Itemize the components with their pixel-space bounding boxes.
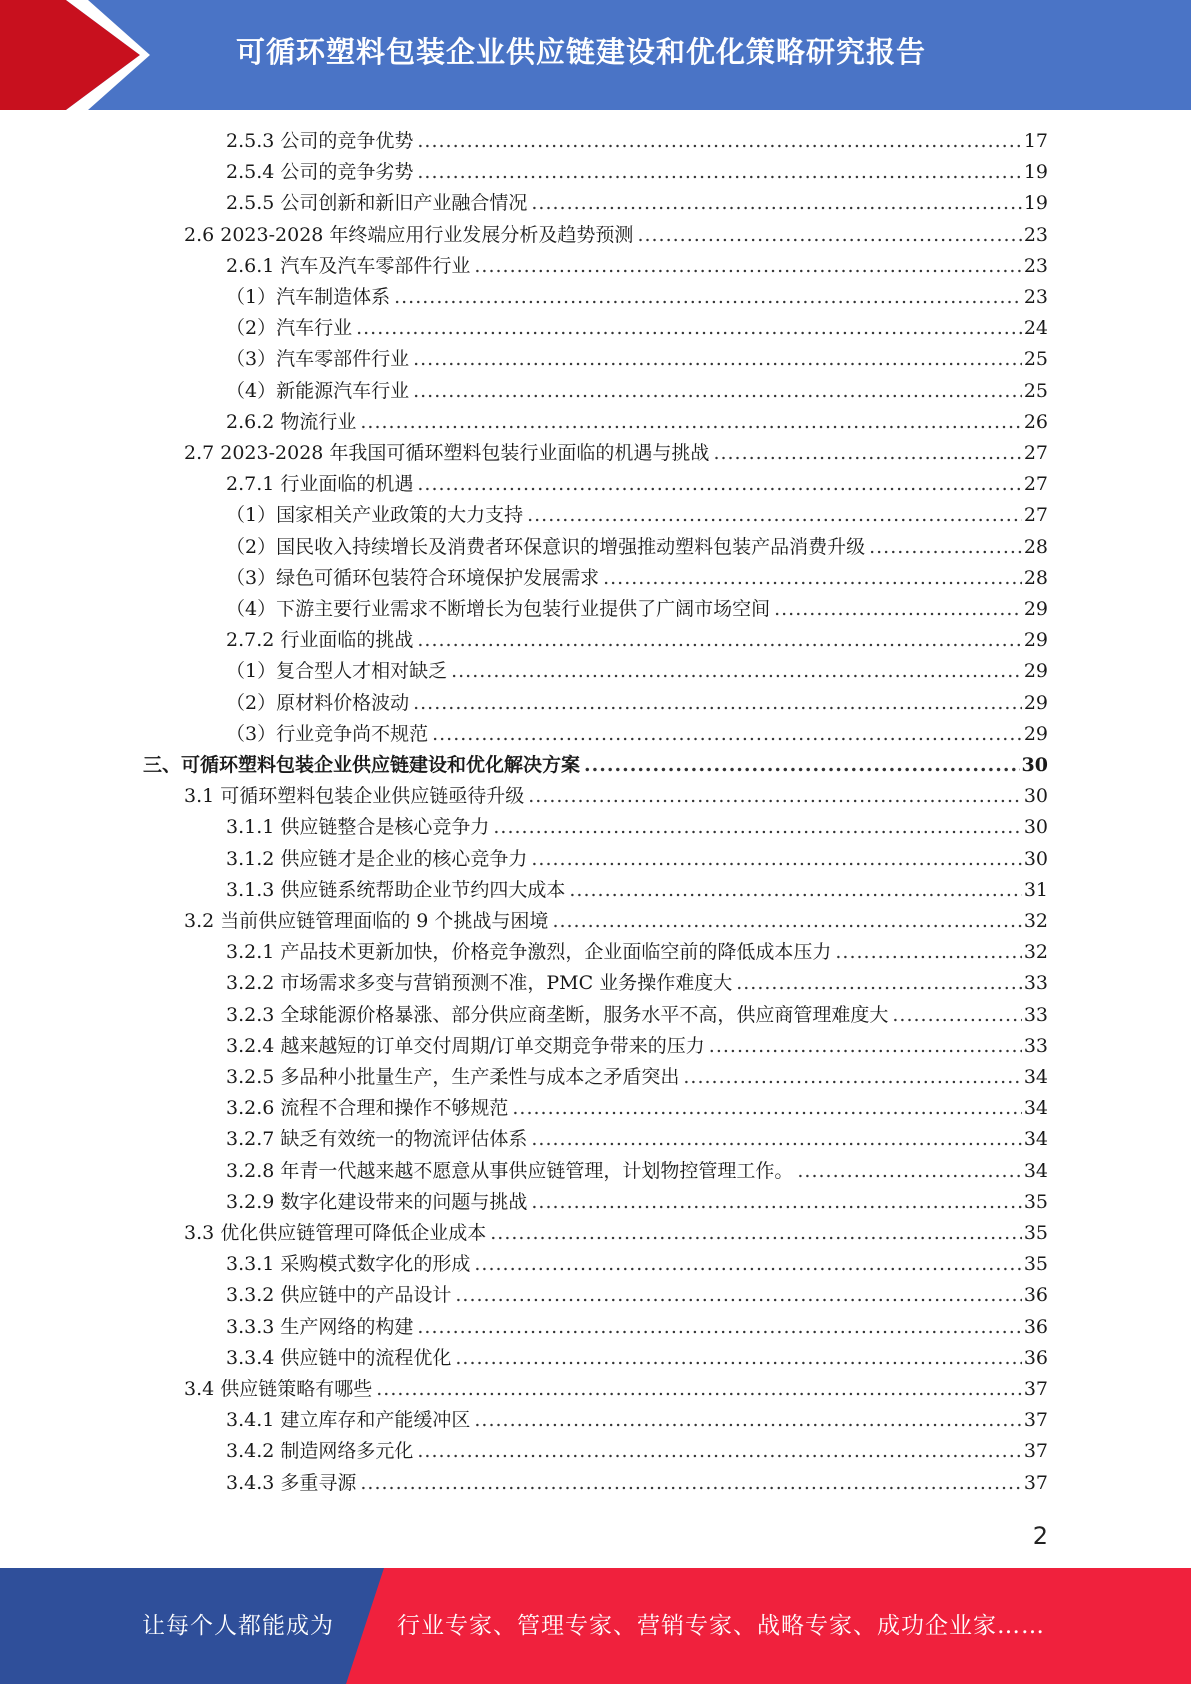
toc-entry-page: 30 <box>1021 754 1048 776</box>
toc-leader-dots <box>413 344 1022 375</box>
toc-leader-dots <box>394 282 1022 313</box>
toc-entry[interactable] <box>226 1405 1048 1436</box>
toc-entry-label: 3.4.3 多重寻源 <box>226 1471 357 1494</box>
toc-entry-page: 17 <box>1023 130 1048 152</box>
toc-entry-page: 33 <box>1023 1034 1048 1057</box>
toc-leader-dots <box>490 1218 1022 1249</box>
toc-entry-page: 29 <box>1023 691 1048 714</box>
toc-entry-page: 29 <box>1023 629 1048 652</box>
toc-leader-dots <box>552 906 1021 937</box>
toc-entry-label: （3）绿色可循环包装符合环境保护发展需求 <box>226 566 600 589</box>
toc-entry[interactable] <box>184 438 1048 469</box>
toc-entry[interactable] <box>226 1062 1048 1093</box>
toc-entry[interactable] <box>226 719 1048 750</box>
toc-entry[interactable] <box>226 313 1048 344</box>
toc-leader-dots <box>527 500 1022 531</box>
toc-entry-page: 34 <box>1023 1128 1048 1151</box>
toc-entry-label: （1）复合型人才相对缺乏 <box>226 660 448 683</box>
toc-entry[interactable] <box>226 532 1048 563</box>
toc-entry-page: 25 <box>1023 379 1048 402</box>
toc-entry-page: 19 <box>1023 161 1048 184</box>
toc-entry-page: 30 <box>1023 847 1048 870</box>
toc-entry[interactable] <box>184 906 1048 937</box>
toc-leader-dots <box>417 1436 1021 1467</box>
toc-entry[interactable] <box>226 656 1048 687</box>
toc-entry[interactable] <box>184 220 1048 251</box>
toc-leader-dots <box>531 1187 1021 1218</box>
toc-entry-page: 30 <box>1023 785 1048 808</box>
toc-entry[interactable] <box>226 188 1048 219</box>
toc-leader-dots <box>869 532 1022 563</box>
toc-leader-dots <box>455 1280 1021 1311</box>
toc-entry-label: 3.2.3 全球能源价格暴涨、部分供应商垄断，服务水平不高，供应商管理难度大 <box>226 1003 889 1026</box>
toc-entry-label: 3.3.1 采购模式数字化的形成 <box>226 1253 471 1276</box>
toc-leader-dots <box>413 688 1022 719</box>
toc-leader-dots <box>531 844 1021 875</box>
toc-leader-dots <box>376 1374 1022 1405</box>
toc-leader-dots <box>683 1062 1021 1093</box>
toc-entry-label: 3.2.8 年青一代越来越不愿意从事供应链管理，计划物控管理工作。 <box>226 1159 794 1182</box>
toc-entry[interactable] <box>184 781 1048 812</box>
toc-leader-dots <box>531 1124 1021 1155</box>
toc-entry-label: （1）汽车制造体系 <box>226 286 391 308</box>
toc-entry-page: 33 <box>1023 1003 1048 1026</box>
toc-entry-page: 37 <box>1023 1378 1048 1400</box>
toc-leader-dots <box>797 1156 1021 1187</box>
toc-leader-dots <box>417 469 1021 500</box>
footer-slogan-right: 行业专家、管理专家、营销专家、战略专家、成功企业家…… <box>397 1613 1045 1639</box>
toc-entry-page: 19 <box>1023 192 1048 215</box>
toc-entry-page: 28 <box>1023 535 1048 558</box>
toc-entry[interactable] <box>184 1218 1048 1249</box>
toc-leader-dots <box>603 563 1022 594</box>
toc-leader-dots <box>835 937 1021 968</box>
toc-entry[interactable] <box>226 1280 1048 1311</box>
toc-leader-dots <box>360 407 1021 438</box>
toc-leader-dots <box>432 719 1022 750</box>
toc-entry-label: 3.2.6 流程不合理和操作不够规范 <box>226 1097 509 1120</box>
toc-entry[interactable] <box>226 1343 1048 1374</box>
toc-entry-page: 35 <box>1023 1253 1048 1276</box>
toc-entry-label: 3.2.4 越来越短的订单交付周期/订单交期竞争带来的压力 <box>226 1034 705 1057</box>
toc-entry-label: 2.5.3 公司的竞争优势 <box>226 130 414 152</box>
toc-leader-dots <box>455 1343 1021 1374</box>
toc-entry-label: 2.7.1 行业面临的机遇 <box>226 473 414 496</box>
toc-entry-page: 30 <box>1023 816 1048 839</box>
toc-entry-label: （4）下游主要行业需求不断增长为包装行业提供了广阔市场空间 <box>226 598 771 620</box>
toc-leader-dots <box>736 968 1022 999</box>
toc-entry-label: 2.5.4 公司的竞争劣势 <box>226 161 414 184</box>
toc-entry-label: （3）行业竞争尚不规范 <box>226 722 429 745</box>
toc-entry-page: 28 <box>1023 566 1048 589</box>
toc-entry-page: 25 <box>1023 348 1048 371</box>
toc-entry-page: 34 <box>1023 1066 1048 1088</box>
toc-entry-label: 3.2.7 缺乏有效统一的物流评估体系 <box>226 1128 528 1151</box>
page-header <box>0 0 1191 110</box>
toc-entry-label: 3.2.2 市场需求多变与营销预测不准，PMC 业务操作难度大 <box>226 972 733 995</box>
toc-entry-label: 2.5.5 公司创新和新旧产业融合情况 <box>226 192 528 215</box>
toc-entry[interactable] <box>226 1156 1048 1187</box>
toc-entry-label: 3.1.1 供应链整合是核心竞争力 <box>226 816 490 839</box>
toc-entry-label: 3.2 当前供应链管理面临的 9 个挑战与困境 <box>184 910 549 932</box>
toc-leader-dots <box>417 1312 1021 1343</box>
toc-entry-page: 27 <box>1023 504 1048 527</box>
toc-entry[interactable] <box>226 126 1048 157</box>
toc-leader-dots <box>417 126 1021 157</box>
toc-leader-dots <box>356 313 1022 344</box>
toc-leader-dots <box>892 1000 1021 1031</box>
toc-entry-page: 23 <box>1023 286 1048 308</box>
toc-entry-page: 32 <box>1023 910 1048 932</box>
toc-entry[interactable] <box>226 1436 1048 1467</box>
toc-entry-page: 35 <box>1023 1190 1048 1213</box>
toc-entry-page: 27 <box>1023 442 1048 464</box>
toc-entry-label: 3.4 供应链策略有哪些 <box>184 1378 373 1400</box>
toc-entry-page: 31 <box>1023 878 1048 901</box>
toc-entry[interactable] <box>226 1187 1048 1218</box>
toc-entry-label: 3.3 优化供应链管理可降低企业成本 <box>184 1222 487 1244</box>
toc-entry-label: 3.4.1 建立库存和产能缓冲区 <box>226 1409 471 1432</box>
toc-entry-page: 23 <box>1023 254 1048 277</box>
toc-entry[interactable] <box>226 344 1048 375</box>
toc-entry-label: 3.2.1 产品技术更新加快，价格竞争激烈，企业面临空前的降低成本压力 <box>226 941 832 964</box>
footer-slogan-left: 让每个人都能成为 <box>142 1613 334 1639</box>
toc-entry-label: （3）汽车零部件行业 <box>226 348 410 371</box>
toc-entry[interactable] <box>226 1249 1048 1280</box>
toc-entry-label: 2.6 2023-2028 年终端应用行业发展分析及趋势预测 <box>184 223 634 246</box>
toc-entry[interactable] <box>226 469 1048 500</box>
toc-entry-label: 2.6.1 汽车及汽车零部件行业 <box>226 254 471 277</box>
toc-leader-dots <box>417 157 1021 188</box>
toc-entry-page: 24 <box>1023 317 1048 340</box>
toc-entry-label: （1）国家相关产业政策的大力支持 <box>226 504 524 527</box>
toc-entry-page: 34 <box>1023 1159 1048 1182</box>
toc-entry-page: 23 <box>1023 223 1048 246</box>
toc-entry-label: 2.7 2023-2028 年我国可循环塑料包装行业面临的机遇与挑战 <box>184 442 710 464</box>
toc-leader-dots <box>713 438 1021 469</box>
toc-entry[interactable] <box>226 968 1048 999</box>
toc-entry[interactable] <box>226 500 1048 531</box>
toc-entry-page: 35 <box>1023 1222 1048 1244</box>
toc-entry[interactable] <box>226 688 1048 719</box>
toc-entry-page: 29 <box>1023 598 1048 620</box>
toc-entry-page: 36 <box>1023 1315 1048 1338</box>
toc-leader-dots <box>474 1405 1021 1436</box>
toc-entry[interactable] <box>226 875 1048 906</box>
document-title: 可循环塑料包装企业供应链建设和优化策略研究报告 <box>236 35 927 69</box>
toc-entry-label: 三、可循环塑料包装企业供应链建设和优化解决方案 <box>143 754 581 776</box>
page-number: 2 <box>1032 1522 1048 1550</box>
toc-leader-dots <box>584 750 1020 781</box>
toc-entry[interactable] <box>226 594 1048 625</box>
toc-entry-page: 37 <box>1023 1440 1048 1463</box>
toc-entry-page: 27 <box>1023 473 1048 496</box>
toc-entry-page: 37 <box>1023 1409 1048 1432</box>
toc-leader-dots <box>774 594 1022 625</box>
toc-entry-label: 2.7.2 行业面临的挑战 <box>226 629 414 652</box>
toc-leader-dots <box>637 220 1021 251</box>
toc-entry[interactable] <box>226 1468 1048 1499</box>
toc-entry-page: 26 <box>1023 410 1048 433</box>
toc-leader-dots <box>413 376 1022 407</box>
toc-leader-dots <box>474 251 1021 282</box>
toc-entry[interactable] <box>226 563 1048 594</box>
toc-leader-dots <box>531 188 1021 219</box>
toc-entry-page: 29 <box>1023 722 1048 745</box>
toc-leader-dots <box>512 1093 1021 1124</box>
toc-entry-page: 29 <box>1023 660 1048 683</box>
toc-entry[interactable] <box>226 844 1048 875</box>
toc-entry[interactable] <box>226 1124 1048 1155</box>
toc-entry[interactable] <box>226 937 1048 968</box>
toc-entry[interactable] <box>226 1093 1048 1124</box>
toc-leader-dots <box>709 1031 1022 1062</box>
toc-entry-page: 36 <box>1023 1346 1048 1369</box>
toc-leader-dots <box>417 625 1021 656</box>
toc-entry-label: （2）原材料价格波动 <box>226 691 410 714</box>
toc-leader-dots <box>360 1468 1021 1499</box>
toc-leader-dots <box>569 875 1021 906</box>
toc-entry[interactable] <box>143 750 1048 781</box>
toc-entry-page: 34 <box>1023 1097 1048 1120</box>
toc-entry[interactable] <box>226 625 1048 656</box>
toc-entry-label: 3.2.5 多品种小批量生产，生产柔性与成本之矛盾突出 <box>226 1066 680 1088</box>
toc-entry-page: 33 <box>1023 972 1048 995</box>
toc-entry[interactable] <box>226 282 1048 313</box>
toc-entry-label: 3.4.2 制造网络多元化 <box>226 1440 414 1463</box>
toc-entry-label: （2）汽车行业 <box>226 317 353 340</box>
toc-entry[interactable] <box>226 1031 1048 1062</box>
toc-leader-dots <box>474 1249 1021 1280</box>
toc-entry[interactable] <box>226 1312 1048 1343</box>
toc-entry-page: 37 <box>1023 1471 1048 1494</box>
toc-entry-label: （2）国民收入持续增长及消费者环保意识的增强推动塑料包装产品消费升级 <box>226 535 866 558</box>
toc-entry-label: 3.3.3 生产网络的构建 <box>226 1315 414 1338</box>
toc-entry-label: 3.3.4 供应链中的流程优化 <box>226 1346 452 1369</box>
toc-leader-dots <box>493 812 1021 843</box>
toc-entry[interactable] <box>226 1000 1048 1031</box>
toc-entry-label: 3.1.2 供应链才是企业的核心竞争力 <box>226 847 528 870</box>
toc-entry-label: 3.3.2 供应链中的产品设计 <box>226 1284 452 1307</box>
toc-leader-dots <box>528 781 1022 812</box>
page-footer <box>0 1568 1191 1684</box>
toc-entry-page: 36 <box>1023 1284 1048 1307</box>
toc-entry[interactable] <box>184 1374 1048 1405</box>
toc-entry-label: （4）新能源汽车行业 <box>226 379 410 402</box>
toc-leader-dots <box>451 656 1022 687</box>
toc-entry[interactable] <box>226 376 1048 407</box>
toc-entry[interactable] <box>226 251 1048 282</box>
toc-entry-label: 3.2.9 数字化建设带来的问题与挑战 <box>226 1190 528 1213</box>
toc-entry-page: 32 <box>1023 941 1048 964</box>
toc-entry[interactable] <box>226 157 1048 188</box>
toc-entry-label: 2.6.2 物流行业 <box>226 410 357 433</box>
toc-entry[interactable] <box>226 812 1048 843</box>
toc-entry-label: 3.1 可循环塑料包装企业供应链亟待升级 <box>184 785 525 808</box>
toc-entry[interactable] <box>226 407 1048 438</box>
toc-entry-label: 3.1.3 供应链系统帮助企业节约四大成本 <box>226 878 566 901</box>
